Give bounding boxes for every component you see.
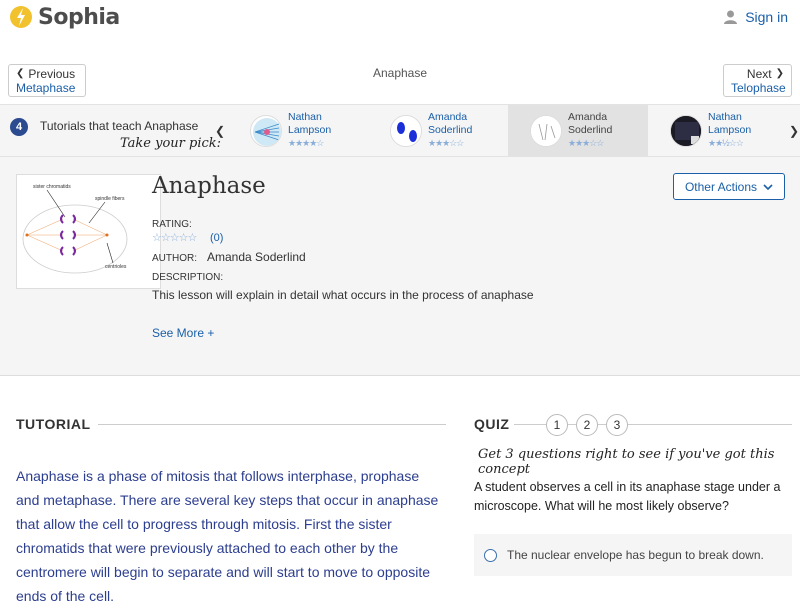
rating-label: RATING: bbox=[152, 219, 192, 230]
author-name: Amanda Soderlind bbox=[207, 250, 306, 264]
tutorial-author-last: Lampson bbox=[708, 124, 752, 136]
chevron-down-icon bbox=[763, 184, 773, 190]
tutorial-author-first: Amanda bbox=[428, 111, 468, 123]
radio-button[interactable] bbox=[484, 549, 497, 562]
next-target: Telophase bbox=[731, 81, 786, 95]
next-button[interactable] bbox=[723, 64, 792, 97]
quiz-question-3[interactable]: 3 bbox=[606, 414, 628, 436]
tutorial-thumbnail bbox=[250, 115, 282, 147]
spindle-thumb-icon bbox=[251, 116, 282, 147]
chromosome-thumb-icon bbox=[391, 116, 422, 147]
sophia-logo-icon bbox=[10, 4, 32, 30]
tutorial-author-last: Soderlind bbox=[428, 124, 473, 136]
tutorial-author-first: Amanda bbox=[568, 111, 608, 123]
chevron-left-icon: ❮ bbox=[16, 68, 25, 79]
sign-in-link[interactable] bbox=[724, 9, 788, 25]
lesson-description: This lesson will explain in detail what occurs in the process of anaphase bbox=[152, 288, 534, 302]
svg-text:spindle fibers: spindle fibers bbox=[95, 196, 125, 202]
current-concept: Anaphase bbox=[372, 66, 428, 80]
rating-count: (0) bbox=[210, 232, 224, 244]
video-thumb-icon bbox=[671, 116, 702, 147]
tutorial-card[interactable] bbox=[648, 105, 788, 156]
quiz-answer-label: The nuclear envelope has begun to break down. bbox=[507, 548, 764, 562]
tutorial-rating: ★★★★☆ bbox=[288, 138, 324, 148]
tutorial-thumbnail bbox=[390, 115, 422, 147]
see-more-link[interactable]: See More + bbox=[152, 326, 215, 340]
tutorial-thumbnail bbox=[670, 115, 702, 147]
lesson-summary bbox=[0, 157, 800, 376]
user-icon bbox=[724, 10, 737, 24]
site-header bbox=[0, 0, 800, 36]
tutorials-strip bbox=[0, 104, 800, 157]
tutorial-card[interactable] bbox=[368, 105, 508, 156]
tutorial-thumbnail bbox=[530, 115, 562, 147]
tutorial-rating: ★★★☆☆ bbox=[428, 138, 464, 148]
previous-label: Previous bbox=[28, 67, 76, 81]
sophia-logo[interactable] bbox=[10, 4, 120, 30]
next-label: Next bbox=[746, 67, 772, 81]
tutorial-body: Anaphase is a phase of mitosis that follows interphase, prophase and metaphase. There are several key steps that occur in anaphase that allow the cell to progress through mitosis. First the sister chromatids that were previously attached to each other by the centromere will begin to separate and will start to move to opposite ends of the cell. bbox=[16, 468, 439, 604]
svg-text:sister chromatids: sister chromatids bbox=[33, 184, 71, 190]
tutorial-author-last: Soderlind bbox=[568, 124, 613, 136]
lesson-diagram-image[interactable] bbox=[16, 174, 161, 289]
chevron-left-icon[interactable]: ❮ bbox=[215, 124, 226, 138]
quiz-heading: QUIZ bbox=[474, 416, 510, 432]
chevron-right-icon: ❯ bbox=[775, 68, 784, 79]
tutorial-author-first: Nathan bbox=[708, 111, 742, 123]
tutorial-rating: ★★½☆☆ bbox=[708, 138, 743, 148]
anaphase-diagram bbox=[17, 175, 160, 288]
lesson-nav bbox=[0, 58, 800, 104]
previous-button[interactable] bbox=[8, 64, 86, 97]
author-label: AUTHOR: bbox=[152, 253, 197, 264]
tutorial-count-badge: 4 bbox=[10, 118, 28, 136]
tutorial-rating: ★★★☆☆ bbox=[568, 138, 604, 148]
diagram-thumb-icon bbox=[531, 116, 562, 147]
tutorial-card[interactable] bbox=[228, 105, 368, 156]
description-label: DESCRIPTION: bbox=[152, 272, 224, 283]
previous-target: Metaphase bbox=[16, 81, 76, 95]
other-actions-dropdown[interactable] bbox=[673, 173, 785, 200]
tutorial-heading: TUTORIAL bbox=[16, 416, 91, 432]
lesson-title: Anaphase bbox=[152, 173, 266, 199]
quiz-instructions: Get 3 questions right to see if you've got this concept bbox=[478, 447, 775, 477]
quiz-question-1[interactable]: 1 bbox=[546, 414, 568, 436]
chevron-right-icon[interactable]: ❯ bbox=[789, 124, 800, 138]
tutorial-author-last: Lampson bbox=[288, 124, 332, 136]
quiz-answer-option[interactable] bbox=[474, 534, 792, 576]
tutorials-label: Tutorials that teach Anaphase bbox=[40, 119, 199, 133]
other-actions-label: Other Actions bbox=[684, 179, 758, 194]
quiz-question-2[interactable]: 2 bbox=[576, 414, 598, 436]
sign-in-label: Sign in bbox=[745, 9, 788, 25]
divider bbox=[98, 424, 446, 425]
brand-name: Sophia bbox=[38, 4, 120, 30]
rating-stars[interactable]: ☆☆☆☆☆ bbox=[152, 232, 197, 244]
take-your-pick: Take your pick: bbox=[120, 136, 222, 151]
tutorial-author-first: Nathan bbox=[288, 111, 322, 123]
quiz-question-text: A student observes a cell in its anaphase stage under a microscope. What will he most likely observe? bbox=[474, 480, 781, 513]
tutorial-card-selected[interactable] bbox=[508, 105, 648, 156]
svg-text:centrioles: centrioles bbox=[105, 264, 127, 270]
